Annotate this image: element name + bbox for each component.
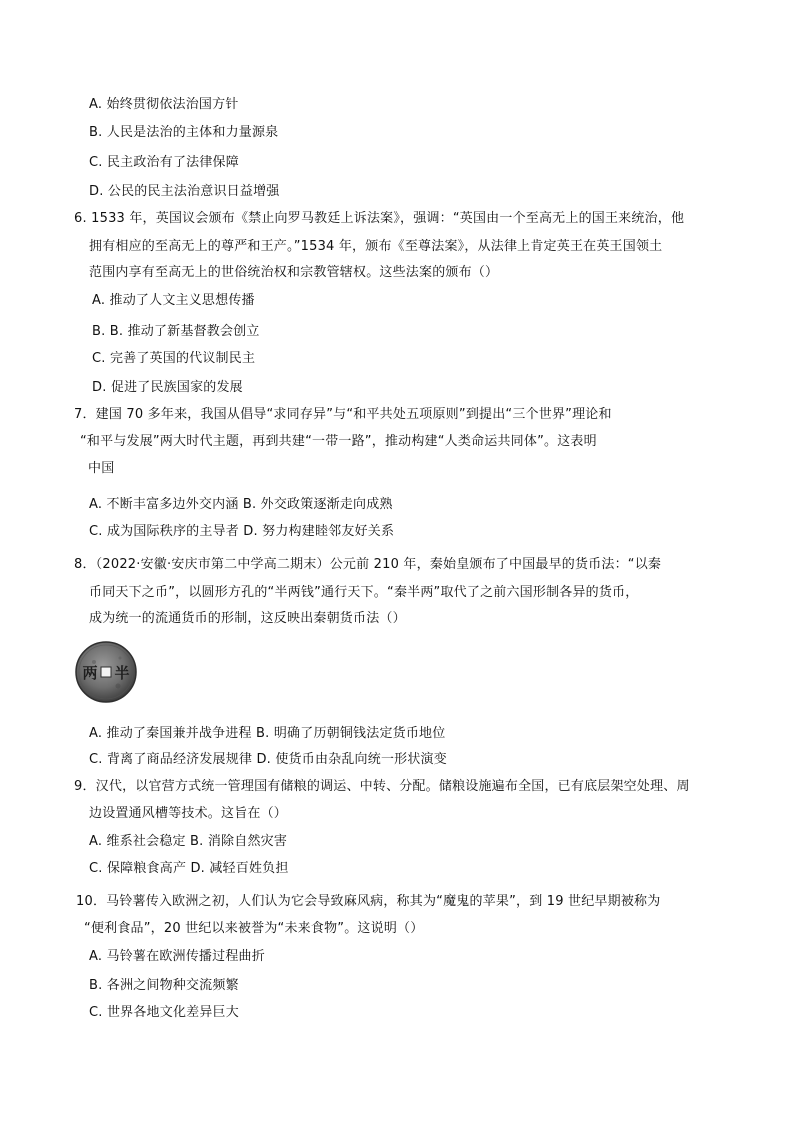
q9-stem-line-2: 边设置通风槽等技术。这旨在（） xyxy=(89,806,288,821)
q10-option-a: A. 马铃薯在欧洲传播过程曲折 xyxy=(89,949,265,964)
q10-option-b: B. 各洲之间物种交流频繁 xyxy=(89,978,239,993)
q6-option-d: D. 促进了民族国家的发展 xyxy=(92,380,243,395)
q9-stem-line-1: 9．汉代，以官营方式统一管理国有储粮的调运、中转、分配。储粮设施遍布全国，已有底层架空处理、周 xyxy=(74,779,690,794)
q8-options-row-2: C. 背离了商品经济发展规律 D. 使货币由杂乱向统一形状演变 xyxy=(89,752,447,767)
q9-options-row-2: C. 保障粮食高产 D. 减轻百姓负担 xyxy=(89,861,289,876)
coin-character-liang: 两 xyxy=(82,664,98,682)
q5-option-c: C. 民主政治有了法律保障 xyxy=(89,155,239,170)
q8-stem-line-3: 成为统一的流通货币的形制，这反映出秦朝货币法（） xyxy=(89,611,406,626)
q7-options-row-1: A. 不断丰富多边外交内涵 B. 外交政策逐渐走向成熟 xyxy=(89,497,393,512)
q6-stem-line-2: 拥有相应的至高无上的尊严和王产。”1534 年，颁布《至尊法案》，从法律上肯定英王在英王国领土 xyxy=(89,239,663,254)
q6-stem-line-3: 范围内享有至高无上的世俗统治权和宗教管辖权。这些法案的颁布（） xyxy=(89,265,499,280)
q9-options-row-1: A. 维系社会稳定 B. 消除自然灾害 xyxy=(89,834,288,849)
q8-stem-line-2: 币同天下之币”，以圆形方孔的“半两钱”通行天下。“秦半两”取代了之前六国形制各异的货币， xyxy=(89,585,639,600)
q5-option-d: D. 公民的民主法治意识日益增强 xyxy=(89,184,280,199)
q6-option-a: A. 推动了人文主义思想传播 xyxy=(92,293,255,308)
q7-stem-line-2: “和平与发展”两大时代主题，再到共建“一带一路”，推动构建“人类命运共同体”。这表明 xyxy=(80,434,597,449)
q6-option-c: C. 完善了英国的代议制民主 xyxy=(92,351,256,366)
q7-stem-line-3: 中国 xyxy=(88,461,115,476)
q10-option-c: C. 世界各地文化差异巨大 xyxy=(89,1005,239,1020)
q6-stem-line-1: 6. 1533 年，英国议会颁布《禁止向罗马教廷上诉法案》，强调：“英国由一个至高无上的国王来统治，他 xyxy=(74,211,685,226)
q6-option-b: B. B. 推动了新基督教会创立 xyxy=(92,324,260,339)
q5-option-b: B. 人民是法治的主体和力量源泉 xyxy=(89,125,279,140)
q10-stem-line-2: “便利食品”，20 世纪以来被誉为“未来食物”。这说明（） xyxy=(84,921,424,936)
coin-character-ban: 半 xyxy=(114,664,130,682)
q8-stem-line-1: 8．（2022·安徽·安庆市第二中学高二期末）公元前 210 年，秦始皇颁布了中国最早的货币法：“以秦 xyxy=(74,557,662,572)
ban-liang-coin-image xyxy=(74,640,138,704)
q10-stem-line-1: 10．马铃薯传入欧洲之初，人们认为它会导致麻风病，称其为“魔鬼的苹果”，到 19 世纪早期被称为 xyxy=(76,894,661,909)
q5-option-a: A. 始终贯彻依法治国方针 xyxy=(89,97,239,112)
q8-options-row-1: A. 推动了秦国兼并战争进程 B. 明确了历朝铜钱法定货币地位 xyxy=(89,726,446,741)
q7-options-row-2: C. 成为国际秩序的主导者 D. 努力构建睦邻友好关系 xyxy=(89,524,395,539)
q7-stem-line-1: 7．建国 70 多年来，我国从倡导“求同存异”与“和平共处五项原则”到提出“三个世界”理论和 xyxy=(74,407,612,422)
